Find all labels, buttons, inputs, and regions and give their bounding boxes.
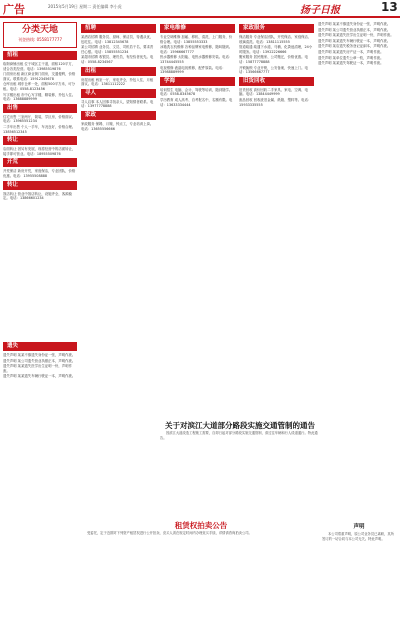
column-2 — [81, 22, 156, 132]
list-item: 学历教育 成人高考、自考报名中，名额有限。电话：13633334444 — [160, 97, 233, 107]
category-label: 出租 — [81, 67, 156, 76]
list-item: 二手车出售 个人一手车，车况良好，价格合理。13856512345 — [3, 124, 76, 134]
list-item: 开荒保洁 新房开荒，家庭保洁，专业团队，价格优惠。电话：13955508888 — [3, 169, 76, 178]
brand-phone: 刊登热线: 0558177777 — [17, 37, 63, 42]
auction-body: 受委托，定于近期对下列资产租赁权进行公开拍卖，竞买人须在规定时间内办理竞买手续，详情请咨询拍卖公司。 — [87, 531, 252, 535]
list-item: 电视维修 液晶电视维修，配件原装。电话：13988889999 — [160, 65, 226, 75]
brand-box — [3, 22, 77, 48]
list-item: 遗失声明 某公司遗失营业执照正本，声明作废。 — [3, 358, 76, 363]
category-label: 学海 — [160, 77, 235, 86]
notice-body: 因滨江大道改造工程施工需要，自即日起对部分路段实施交通管制，请过往车辆和行人绕道通行。特此通告。 — [160, 431, 318, 440]
list-item: 临街商铺出租 位于城区主干道，面积120平方，适合各类经营。电话：13985519876 — [3, 62, 75, 71]
list-item: 遗失声明 某单位遗失公章一枚，声明作废。 — [318, 55, 384, 60]
list-item: 仓库出租 城东仓库一处，面积500平方米，可分租。电话：0558-8123456 — [3, 82, 75, 91]
auction-title: 租赁权拍卖公告 — [174, 521, 228, 530]
statement — [322, 520, 396, 543]
traffic-notice — [160, 420, 320, 442]
lost-notices — [3, 340, 77, 380]
list-item: 饭店转让 营业中饭店转让，设施齐全，客源稳定。电话：13866601234 — [3, 191, 72, 201]
category-label: 家电维修 — [160, 24, 235, 33]
list-item: 培训招生 电脑、会计、驾驶等培训，随到随学。电话：0558-8345678 — [160, 87, 233, 97]
category-label: 开荒 — [3, 158, 77, 167]
category-label: 旧货回收 — [239, 77, 314, 86]
page-header — [0, 0, 400, 18]
category-label: 遗失 — [3, 342, 77, 351]
list-item: 家政服务 保姆、月嫂、钟点工，专业培训上岗。电话：13655556666 — [81, 121, 154, 131]
list-item: 某超市招聘 收银员、理货员，有经验者优先。电话：0558-8234567 — [81, 55, 154, 64]
column-1 — [3, 22, 77, 202]
list-item: 写字楼出租 市中心写字楼，精装修，拎包入住。电话：13688889999 — [3, 92, 76, 102]
category-label: 家政服务 — [239, 24, 314, 33]
statement-body: 本公司郑重声明，原公司业务员已离职，其所签订的一切合同与本公司无关。特此声明。 — [322, 532, 394, 541]
section-title: 广告 — [3, 3, 25, 16]
list-item: 房屋出租 两室一厅，家电齐全，拎包入住，月租面议。电话：13611112222 — [81, 77, 154, 87]
list-item: 遗失声明 某店遗失税务登记证副本，声明作废。 — [318, 44, 391, 49]
list-item: 冰箱洗衣机维修 各种品牌家电维修，随叫随到。电话：15966667777 — [160, 45, 233, 54]
category-label: 招聘 — [81, 24, 156, 33]
column-4 — [239, 22, 314, 108]
list-item: 保洁服务 专业保洁团队，开荒保洁、家庭保洁、玻璃清洗。电话：13811115555 — [239, 35, 312, 44]
list-item: 遗失声明 某公司遗失营业执照正本，声明作废。 — [318, 27, 391, 32]
column-5 — [318, 22, 396, 67]
list-item: 遗失声明 某某遗失车辆行驶证一本，声明作废。 — [3, 374, 76, 379]
list-item: 遗失声明 某某不慎遗失身份证一张，声明作废。 — [318, 22, 391, 26]
list-item: 遗失声明 某某不慎遗失身份证一张，声明作废。 — [3, 353, 76, 357]
category-label: 寻人 — [81, 89, 156, 98]
list-item: 废品回收 回收废旧金属、纸箱、塑料等。电话：15933335555 — [239, 97, 312, 107]
list-item: 某公司招聘 业务员、文员、司机若干名，要求责任心强。电话：15855551234 — [81, 45, 154, 54]
list-item: 寻人启事 本人因事寻找亲人，望知情者联系。电话：13977778888 — [81, 99, 154, 109]
list-item: 店面转让 因另有发展，现将经营中的店面转让，接手即可营业。电话：18955509876 — [3, 147, 76, 156]
list-item: 遗失声明 某某遗失房产证一本，声明作废。 — [318, 49, 384, 54]
notice-title: 关于对滨江大道部分路段实施交通管制的通告 — [165, 421, 315, 430]
list-item: 遗失声明 某某遗失驾驶证一本，声明作废。 — [318, 61, 384, 66]
list-item: 热水器维修 太阳能、电热水器维修安装。电话：13744445555 — [160, 55, 233, 64]
category-label: 家政 — [81, 111, 156, 120]
list-item: 门面房出租 新区商业街门面房，交通便利，价格面议。联系电话：15912345678 — [3, 72, 76, 81]
column-3 — [160, 22, 235, 108]
list-item: 遗失声明 某某遗失医学出生证明一份，声明作废。 — [318, 33, 394, 38]
page-number: 13 — [381, 0, 398, 14]
list-item: 搬家服务 居民搬家、公司搬迁，价格优惠。电话：15877778888 — [239, 55, 308, 64]
category-label: 转让 — [3, 136, 77, 145]
list-item: 旧货回收 高价回收二手家具、家电、空调、电脑。电话：13844449999 — [239, 87, 308, 97]
statement-title: 声明 — [353, 524, 365, 530]
list-item: 某酒店招聘 服务员、厨师、保洁员，待遇从优，包吃住。电话：13812345678 — [81, 35, 154, 44]
category-label: 出售 — [3, 104, 77, 113]
list-item: 住宅出售 三室两厅，简装，学区房，价格面议。电话：13965551234 — [3, 114, 76, 124]
category-label: 招租 — [3, 51, 77, 60]
issue-date: 2015年5月19日 星期二 责任编辑 李小虎 — [48, 4, 122, 9]
list-item: 遗失声明 某某遗失车辆行驶证一本，声明作废。 — [318, 38, 391, 43]
category-label: 转让 — [3, 181, 77, 190]
auction-notice — [81, 520, 321, 537]
list-item: 专业空调维修 加氟、移机、清洗，上门服务，价格合理。电话：13855553333 — [160, 35, 233, 44]
brand-title: 分类天地 — [21, 25, 58, 35]
newspaper-logo: 扬子日报 — [300, 5, 340, 16]
list-item: 开锁换锁 专业开锁，公安备案，快速上门。电话：13566667777 — [239, 65, 308, 75]
list-item: 遗失声明 某某遗失医学出生证明一份，声明作废。 — [3, 364, 72, 373]
list-item: 管道疏通 疏通下水道、马桶、化粪池清理，24小时服务。电话：13922226666 — [239, 45, 313, 54]
